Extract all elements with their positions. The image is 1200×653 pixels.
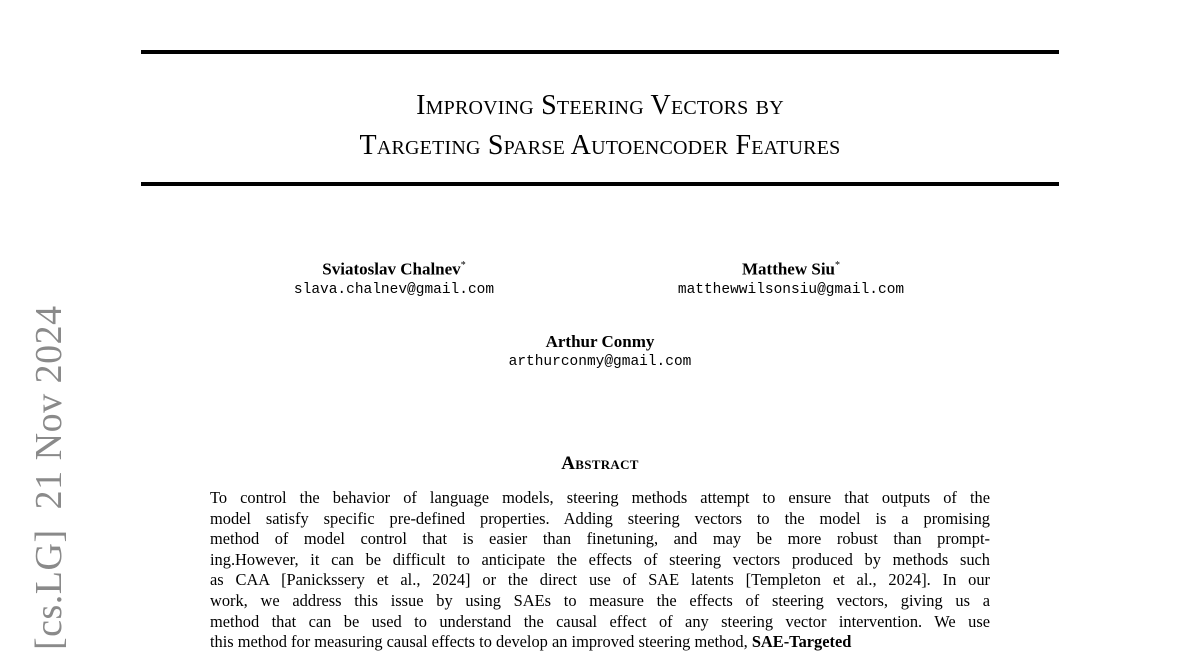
- title-line-2: Targeting Sparse Autoencoder Features: [359, 130, 841, 161]
- equal-contribution-mark: *: [835, 260, 841, 271]
- author-name: Arthur Conmy: [545, 332, 655, 351]
- arxiv-category: [cs.LG]: [28, 529, 70, 650]
- title-line-1: Improving Steering Vectors by: [416, 90, 784, 121]
- paper-title: [141, 86, 1059, 166]
- author-email: arthurconmy@gmail.com: [508, 354, 692, 370]
- title-rule-bottom: [141, 182, 1059, 186]
- abstract-line: model satisfy specific pre-defined properties. Adding steering vectors to the model is a promising: [210, 508, 990, 528]
- author-email: slava.chalnev@gmail.com: [293, 281, 495, 298]
- abstract-line: this method for measuring causal effects to develop an improved steering method, SAE-Targeted: [210, 632, 852, 652]
- abstract-line: work, we address this issue by using SAEs to measure the effects of steering vectors, giving us a: [210, 590, 990, 610]
- equal-contribution-mark: *: [460, 260, 466, 271]
- author-block-3: [470, 332, 730, 372]
- abstract-body: [210, 488, 990, 653]
- author-email: matthewwilsonsiu@gmail.com: [677, 281, 905, 298]
- abstract-line: ing.However, it can be difficult to anticipate the effects of steering vectors produced by methods such: [210, 549, 990, 569]
- author-block-1: [262, 256, 526, 300]
- method-name-bold: SAE-Targeted: [751, 632, 852, 652]
- author-block-2: [640, 256, 942, 300]
- title-rule-top: [141, 50, 1059, 54]
- abstract-line: method of model control that is easier than finetuning, and may be more robust than prompt-: [210, 529, 990, 549]
- abstract-heading: Abstract: [561, 453, 639, 474]
- abstract-line: To control the behavior of language models, steering methods attempt to ensure that outputs of the: [210, 488, 990, 507]
- author-name: Sviatoslav Chalnev*: [322, 259, 466, 279]
- author-name: Matthew Siu*: [741, 259, 841, 279]
- abstract-line: method that can be used to understand the causal effect of any steering vector intervention. We use: [210, 611, 990, 631]
- arxiv-date: 21 Nov 2024: [28, 305, 70, 510]
- abstract-line: as CAA [Panickssery et al., 2024] or the direct use of SAE latents [Templeton et al., 2024]. In our: [210, 570, 990, 590]
- arxiv-side-stamp: [28, 305, 70, 650]
